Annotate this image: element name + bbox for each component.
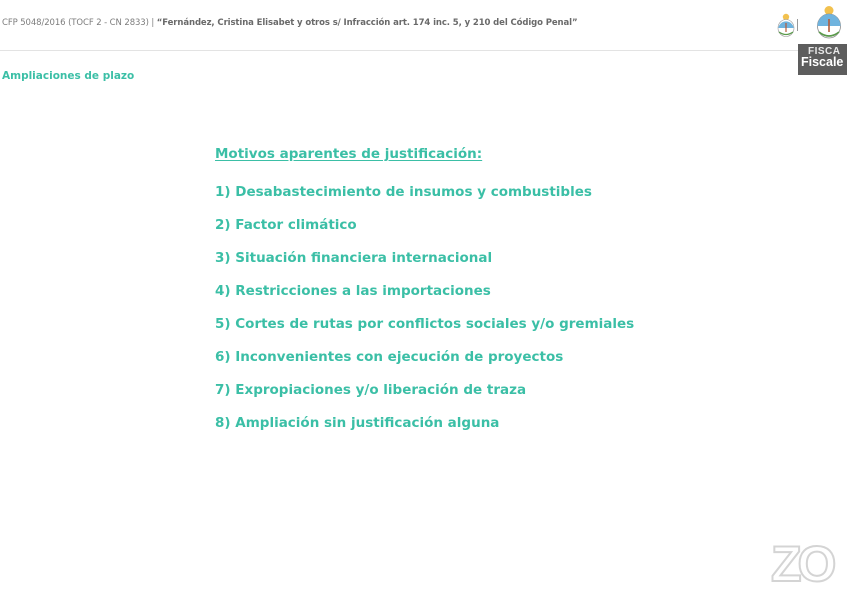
slide-header (0, 0, 847, 51)
list-item: 3) Situación financiera internacional (215, 250, 493, 266)
fiscal-badge-label: Fiscale (801, 55, 844, 69)
fiscal-badge (798, 44, 847, 75)
list-item: 2) Factor climático (215, 217, 357, 233)
list-item: 5) Cortes de rutas por conflictos sociales y/o gremiales (215, 316, 635, 332)
reasons-block (215, 146, 634, 449)
argentina-seal-icon (777, 13, 795, 37)
zoom-watermark: ZO (771, 536, 833, 592)
list-item: 7) Expropiaciones y/o liberación de traza (215, 382, 527, 398)
case-caption: “Fernández, Cristina Elisabet y otros s/ Infracción art. 174 inc. 5, y 210 del Código Penal” (156, 18, 578, 28)
argentina-seal-icon (816, 5, 842, 39)
fiscal-badge-top: FISCA (808, 46, 841, 57)
list-item: 4) Restricciones a las importaciones (215, 283, 491, 299)
separator (797, 19, 798, 31)
list-item: 6) Inconvenientes con ejecución de proyectos (215, 349, 564, 365)
reasons-list (215, 185, 634, 449)
case-reference: CFP 5048/2016 (TOCF 2 - CN 2833) | (2, 18, 157, 28)
list-item: 1) Desabastecimiento de insumos y combustibles (215, 184, 592, 200)
list-heading: Motivos aparentes de justificación: (215, 146, 483, 162)
list-item: 8) Ampliación sin justificación alguna (215, 415, 500, 431)
case-title (2, 18, 577, 28)
section-title: Ampliaciones de plazo (2, 70, 135, 82)
